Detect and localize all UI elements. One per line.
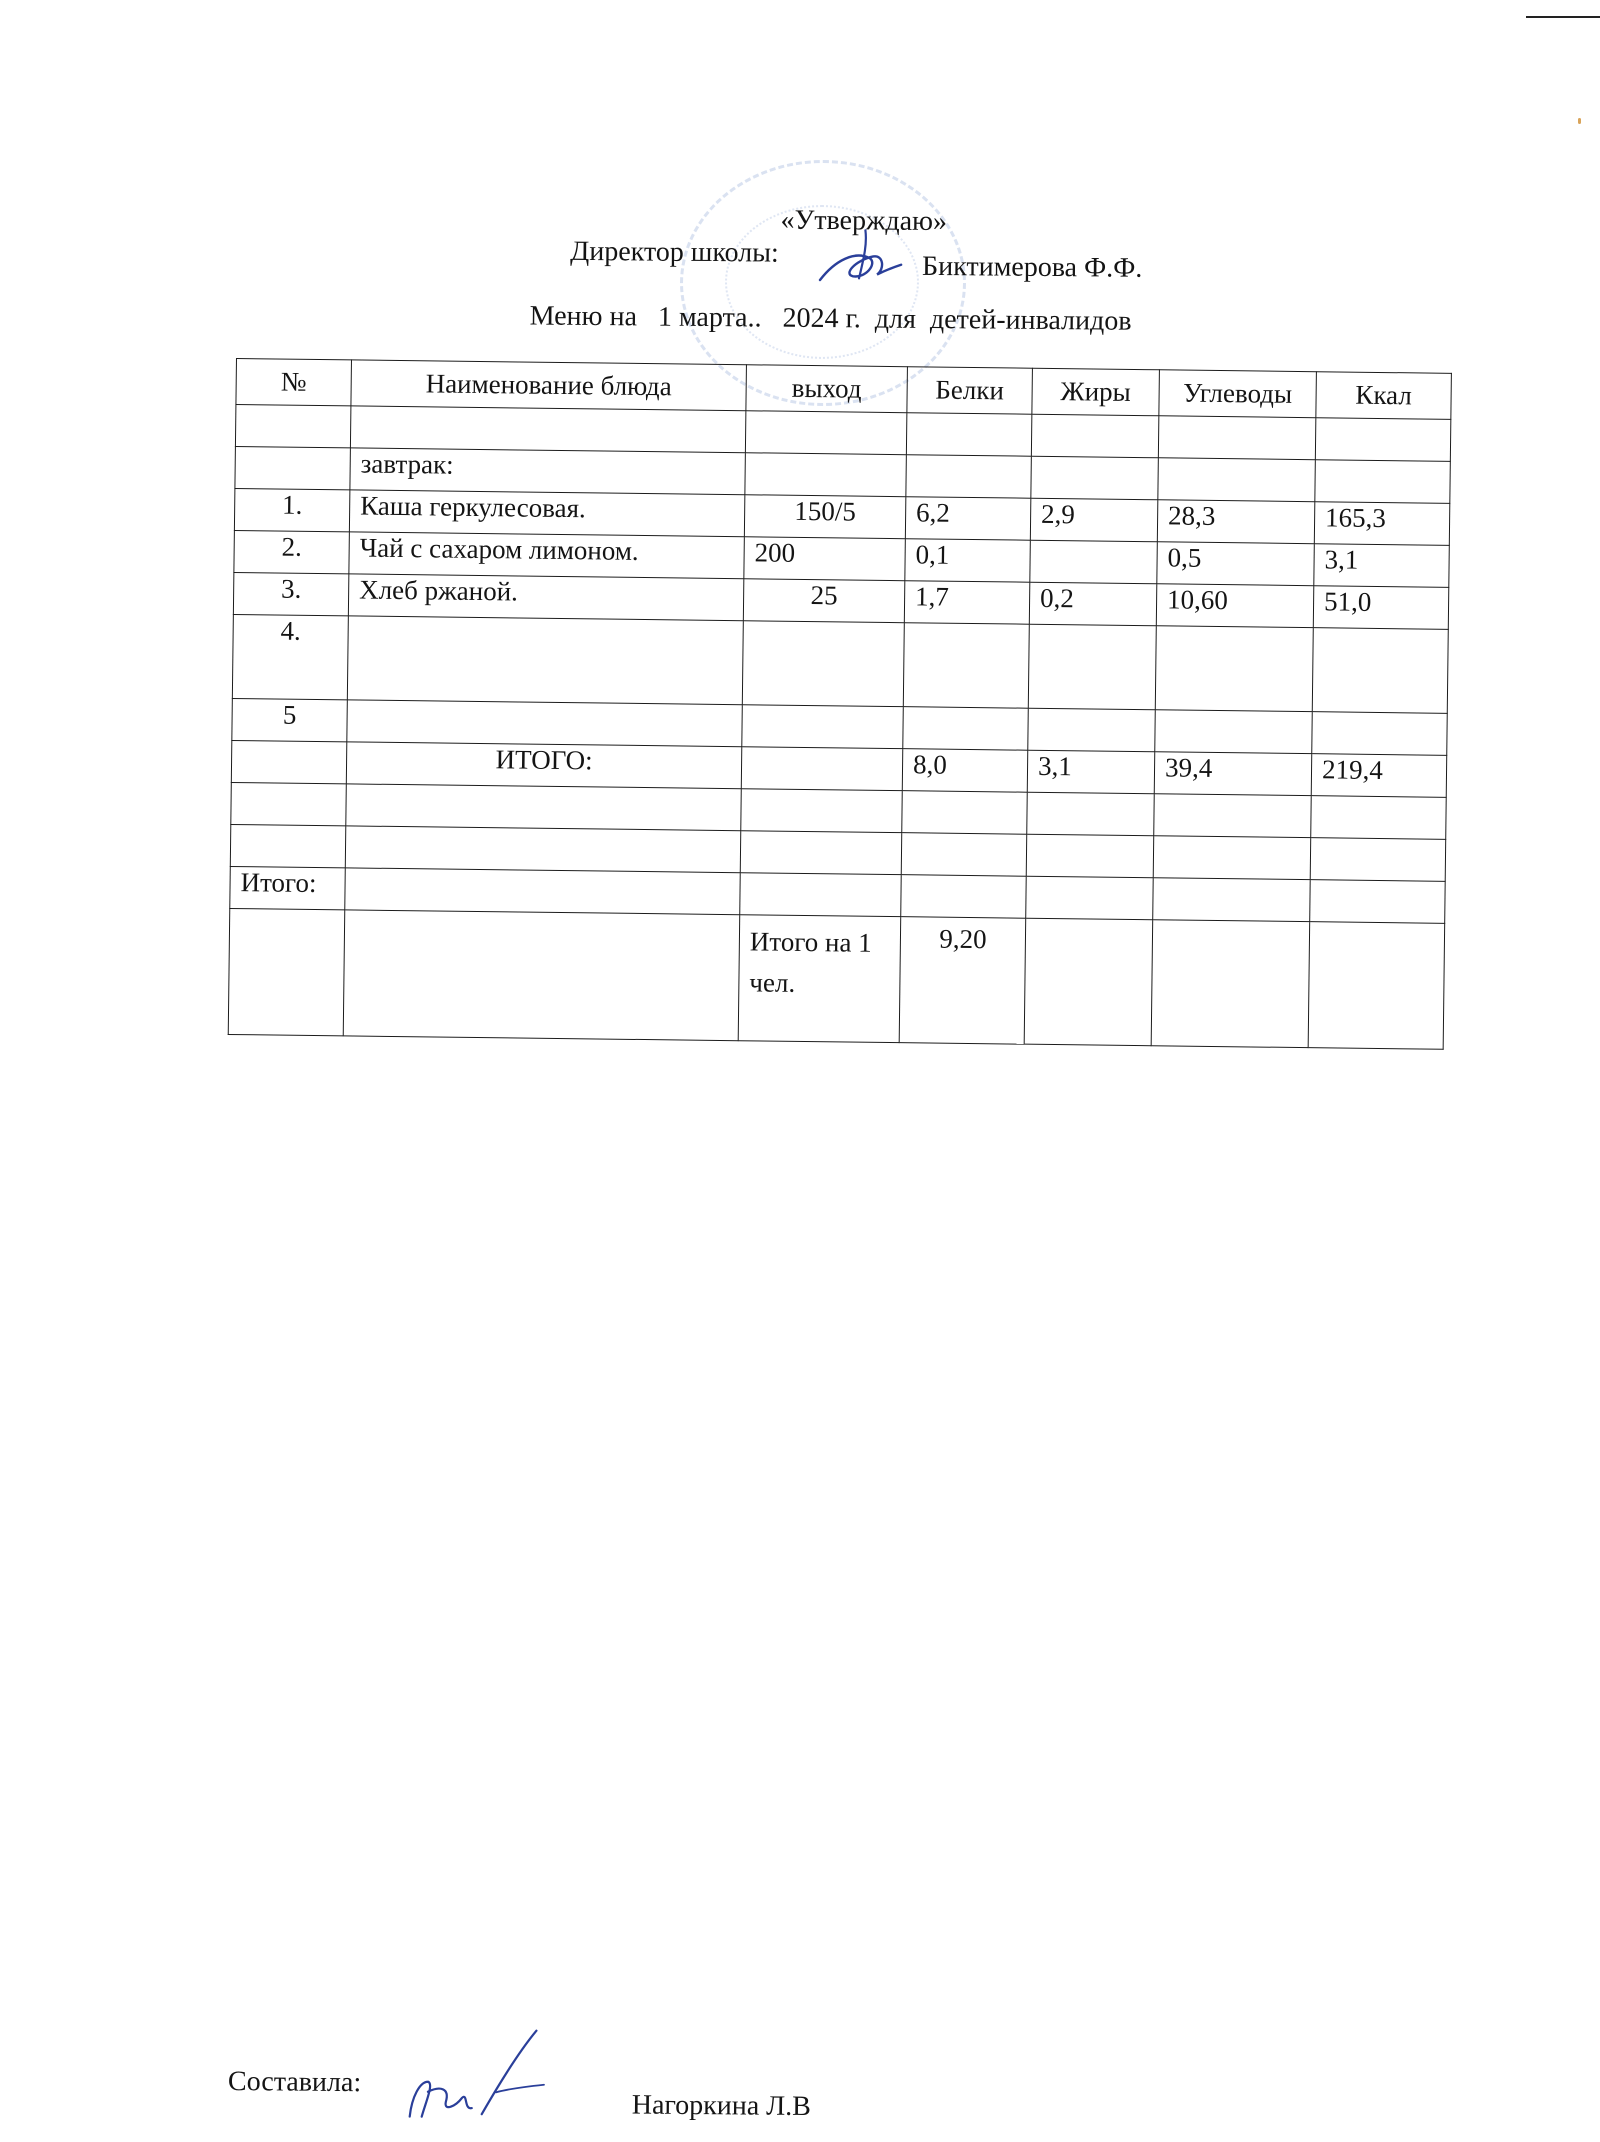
row-proteins: 1,7 [904,581,1030,625]
col-carbs-header: Углеводы [1159,370,1317,418]
row-kcal: 165,3 [1314,502,1450,546]
director-name: Биктимерова Ф.Ф. [921,250,1143,284]
row-no: 5 [232,698,348,741]
composer-name: Нагоркина Л.В [631,2089,812,2123]
row-kcal: 3,1 [1314,544,1450,588]
row-carbs: 0,5 [1157,542,1315,586]
col-proteins-header: Белки [907,367,1033,415]
row-output: 150/5 [744,495,906,539]
per-person-value: 9,20 [899,917,1026,1045]
row-no: 4. [232,614,348,699]
per-person-label: Итого на 1 чел. [738,915,901,1043]
grand-total-label: Итого: [230,866,346,909]
row-output: 200 [744,537,906,581]
row-proteins: 6,2 [905,497,1031,541]
col-no-header: № [236,359,352,406]
composer-footer [8,1028,1600,2123]
col-kcal-header: Ккал [1316,372,1452,420]
composer-label: Составила: [227,2065,362,2099]
menu-title: Меню на 1 марта.. 2024 г. для детей-инвалидов [529,300,1132,337]
row-output: 25 [743,579,905,623]
table-row-per-person [228,908,1444,1049]
director-signature [815,220,906,291]
row-kcal: 51,0 [1313,586,1449,630]
composer-signature [400,2021,551,2132]
col-name-header: Наименование блюда [351,360,747,411]
row-no: 1. [234,488,350,531]
total-kcal: 219,4 [1311,754,1447,798]
row-carbs: 28,3 [1157,500,1315,544]
row-name: Каша геркулесовая. [349,490,744,537]
total-proteins: 8,0 [902,749,1028,793]
row-carbs: 10,60 [1156,584,1314,628]
section-label: завтрак: [350,448,745,495]
col-fats-header: Жиры [1032,368,1160,416]
row-fats: 2,9 [1030,498,1158,542]
row-no: 3. [233,572,349,615]
total-carbs: 39,4 [1154,752,1312,796]
total-label: ИТОГО: [346,742,741,789]
menu-table [228,358,1452,1050]
col-output-header: выход [746,365,908,413]
row-fats [1030,540,1158,584]
row-name: Хлеб ржаной. [348,574,743,621]
table-row [232,614,1448,713]
director-label: Директор школы: [570,235,779,269]
row-name: Чай с сахаром лимоном. [349,532,744,579]
total-fats: 3,1 [1027,750,1155,794]
approval-header [0,0,1600,387]
row-fats: 0,2 [1029,582,1157,626]
row-proteins: 0,1 [905,539,1031,583]
row-no: 2. [234,530,350,573]
approve-text: «Утверждаю» [780,204,948,238]
